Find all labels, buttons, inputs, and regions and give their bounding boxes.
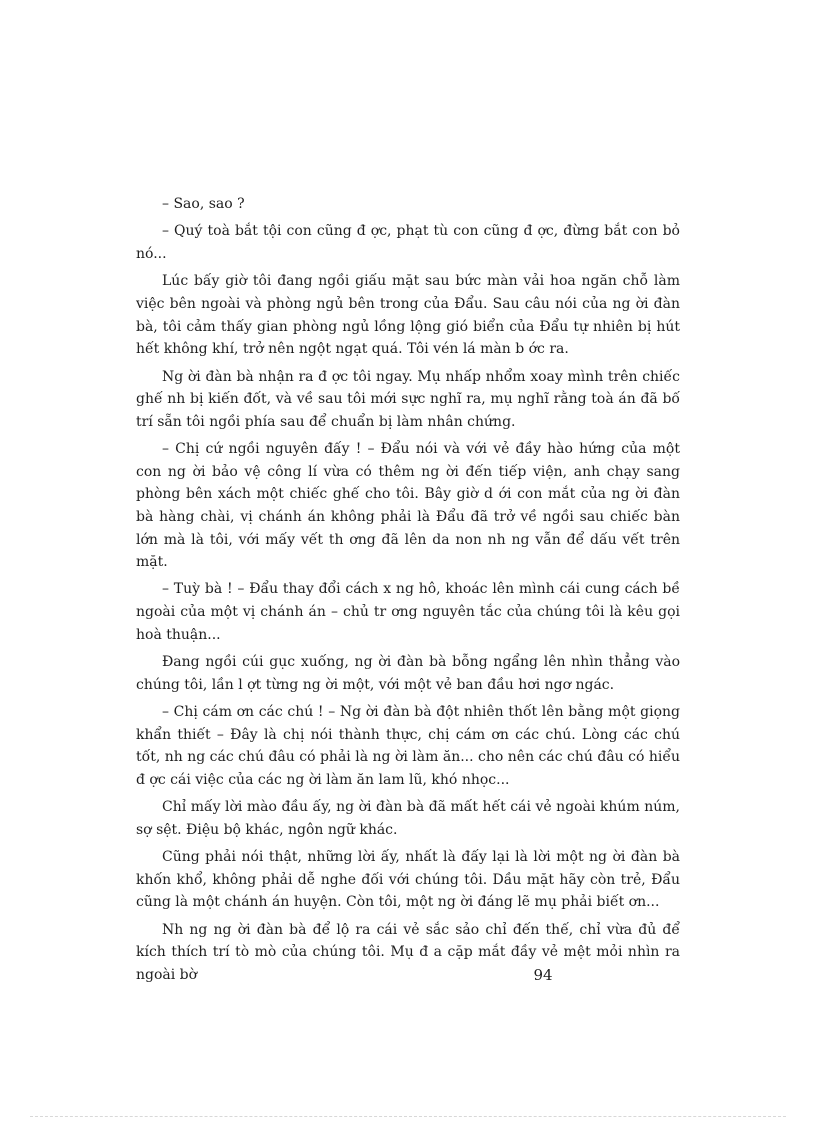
paragraph: Chỉ mấy lời mào đầu ấy, ng ời đàn bà đã mất hết cái vẻ ngoài khúm núm, sợ sệt. Điệu bộ khác, ngôn ngữ khác. bbox=[136, 799, 680, 838]
body-text bbox=[136, 193, 680, 991]
paragraph: Cũng phải nói thật, những lời ấy, nhất là đấy lại là lời một ng ời đàn bà khốn khổ, không phải dễ nghe đối với chúng tôi. Dầu mặt hãy còn trẻ, Đẩu cũng là một chánh án huyện. Còn tôi, một ng ời đáng lẽ mụ phải biết ơn... bbox=[136, 849, 680, 911]
paragraph: – Sao, sao ? bbox=[162, 196, 245, 212]
paragraph: – Chị cám ơn các chú ! – Ng ời đàn bà đột nhiên thốt lên bằng một giọng khẩn thiết – Đây là chị nói thành thực, chị cám ơn các chú. Lòng các chú tốt, nh ng các chú đâu có phải là ng ời làm ăn... cho nên các chú đâu có hiểu đ ợc cái việc của các ng ời làm ăn lam lũ, khó nhọc... bbox=[136, 704, 680, 788]
paragraph: – Tuỳ bà ! – Đẩu thay đổi cách x ng hô, khoác lên mình cái cung cách bề ngoài của một vị chánh án – chủ tr ơng nguyên tắc của chúng tôi là kêu gọi hoà thuận... bbox=[136, 581, 680, 643]
paragraph: Lúc bấy giờ tôi đang ngồi giấu mặt sau bức màn vải hoa ngăn chỗ làm việc bên ngoài và phòng ngủ bên trong của Đẩu. Sau câu nói của ng ời đàn bà, tôi cảm thấy gian phòng ngủ lồng lộng gió biển của Đẩu tự nhiên bị hút hết không khí, trở nên ngột ngạt quá. Tôi vén lá màn b ớc ra. bbox=[136, 273, 680, 358]
paragraph: Nh ng ng ời đàn bà để lộ ra cái vẻ sắc sảo chỉ đến thế, chỉ vừa đủ để kích thích trí tò mò của chúng tôi. Mụ đ a cặp mắt đầy vẻ mệt mỏi nhìn ra ngoài bờ bbox=[136, 921, 680, 983]
page-bottom-divider bbox=[30, 1116, 786, 1117]
paragraph: Đang ngồi cúi gục xuống, ng ời đàn bà bỗng ngẩng lên nhìn thẳng vào chúng tôi, lần l ợt từng ng ời một, với một vẻ ban đầu hơi ngơ ngác. bbox=[136, 654, 680, 693]
page-number: 94 bbox=[533, 966, 553, 984]
paragraph: Ng ời đàn bà nhận ra đ ợc tôi ngay. Mụ nhấp nhổm xoay mình trên chiếc ghế nh bị kiến đốt, và về sau tôi mới sực nghĩ ra, mụ nghĩ rằng toà án đã bố trí sẵn tôi ngồi phía sau để chuẩn bị làm nhân chứng. bbox=[136, 368, 680, 430]
paragraph: – Chị cứ ngồi nguyên đấy ! – Đẩu nói và với vẻ đầy hào hứng của một con ng ời bảo vệ công lí vừa có thêm ng ời đến tiếp viện, anh chạy sang phòng bên xách một chiếc ghế cho tôi. Bây giờ d ới con mắt của ng ời đàn bà hàng chài, vị chánh án không phải là Đẩu đã trở về ngồi sau chiếc bàn lớn mà là tôi, với mấy vết th ơng đã lên da non nh ng vẫn để dấu vết trên mặt. bbox=[136, 441, 680, 571]
paragraph: – Quý toà bắt tội con cũng đ ợc, phạt tù con cũng đ ợc, đừng bắt con bỏ nó... bbox=[136, 223, 680, 262]
